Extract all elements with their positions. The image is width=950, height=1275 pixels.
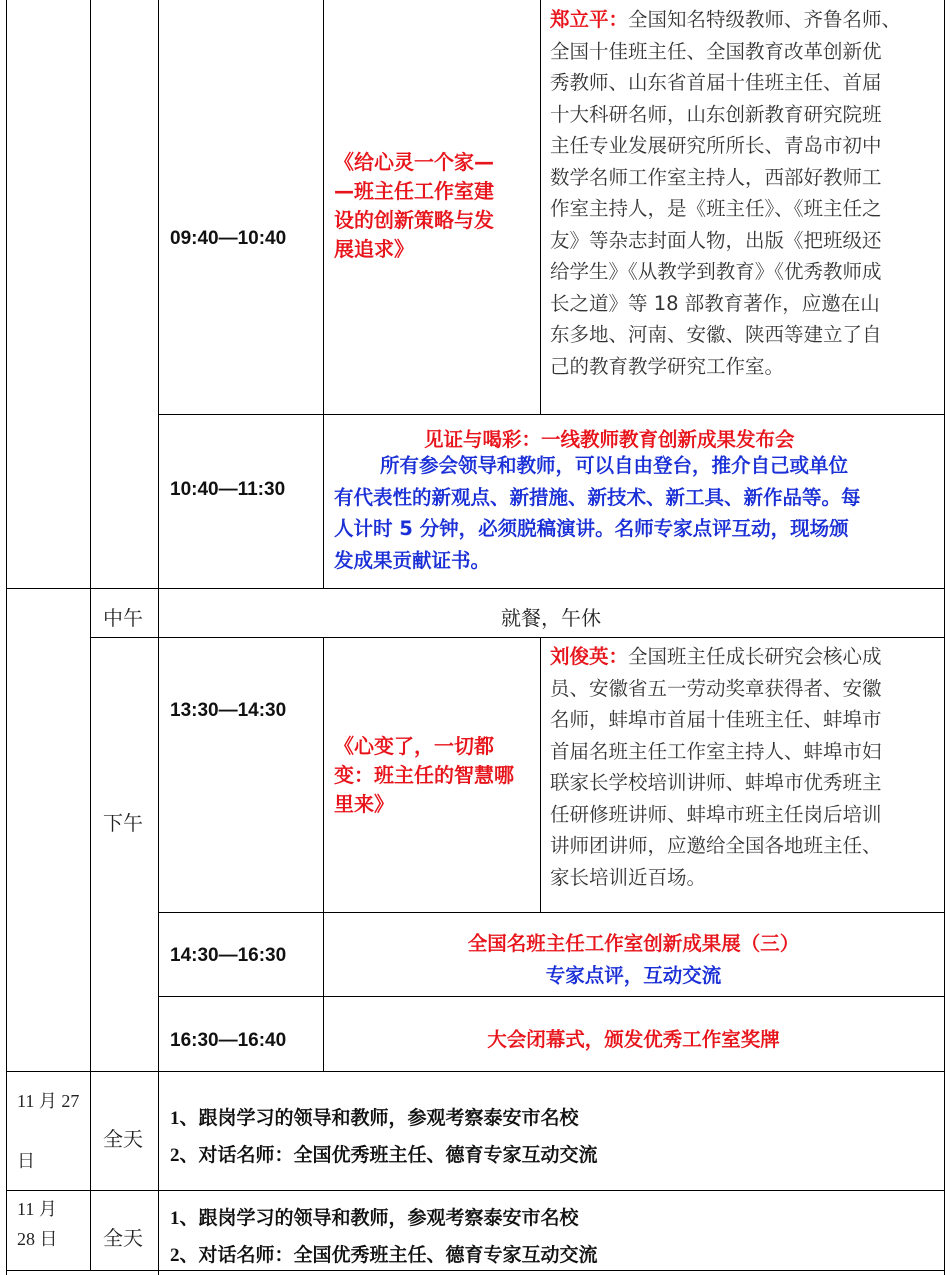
bio-line: 任研修班讲师、蚌埠市班主任岗后培训	[550, 802, 882, 826]
bio-line: 东多地、河南、安徽、陕西等建立了自	[550, 323, 882, 346]
session-title-line: —班主任工作室建	[334, 179, 494, 203]
session-time: 13:30—14:30	[170, 700, 287, 721]
description-line: 有代表性的新观点、新措施、新技术、新工具、新作品等。每	[334, 485, 861, 509]
period-label-allday: 全天	[103, 1226, 143, 1250]
bio-line: 长之道》等 18 部教育著作，应邀在山	[550, 291, 880, 315]
session-title	[334, 148, 494, 264]
col-divider	[323, 0, 324, 588]
speaker-name: 郑立平：	[550, 8, 629, 31]
description-line: 人计时 5 分钟，必须脱稿演讲。名师专家点评互动，现场颁	[334, 517, 849, 540]
date-label-suffix: 28 日	[17, 1229, 58, 1249]
agenda-item: 2、对话名师：全国优秀班主任、德育专家互动交流	[170, 1244, 598, 1266]
bio-line: 主任专业发展研究所所长、青岛市初中	[550, 134, 882, 157]
table-border-bottom	[6, 1270, 945, 1271]
session-heading: 全国名班主任工作室创新成果展（三）	[467, 932, 800, 955]
col-divider	[90, 588, 91, 1071]
bio-line: 全国十佳班主任、全国教育改革创新优	[550, 39, 882, 63]
date-label-suffix: 日	[17, 1151, 35, 1171]
row-divider	[158, 996, 945, 997]
session-title-line: 《给心灵一个家—	[334, 150, 494, 174]
session-title-line: 设的创新策略与发	[334, 208, 494, 232]
row-divider	[158, 414, 945, 415]
speaker-name: 刘俊英：	[550, 645, 629, 668]
date-label: 11 月	[17, 1199, 57, 1219]
row-divider	[6, 1190, 945, 1191]
agenda-item: 1、跟岗学习的领导和教师，参观考察泰安市名校	[170, 1107, 579, 1129]
row-divider	[90, 637, 945, 638]
bio-line: 秀教师、山东省首届十佳班主任、首届	[550, 71, 882, 94]
period-label-allday: 全天	[103, 1127, 143, 1151]
session-title-line: 展追求》	[334, 237, 414, 261]
session-subheading: 专家点评，互动交流	[545, 964, 722, 987]
bio-line: 员、安徽省五一劳动奖章获得者、安徽	[550, 676, 882, 700]
bio-line: 友》等杂志封面人物，出版《把班级还	[550, 228, 882, 252]
bio-line: 十大科研名师，山东创新教育研究院班	[550, 102, 882, 126]
col-divider	[90, 1071, 91, 1271]
col-divider	[540, 0, 541, 414]
session-heading: 见证与喝彩：一线教师教育创新成果发布会	[424, 428, 795, 451]
table-border-left	[6, 0, 7, 1275]
closing-ceremony: 大会闭幕式，颁发优秀工作室奖牌	[487, 1028, 780, 1051]
agenda-item: 1、跟岗学习的领导和教师，参观考察泰安市名校	[170, 1207, 579, 1229]
row-divider	[6, 588, 945, 589]
session-title-line: 《心变了，一切都	[334, 734, 494, 758]
col-divider	[540, 637, 541, 912]
session-time: 09:40—10:40	[170, 228, 287, 249]
description-line: 所有参会领导和教师，可以自由登台，推介自己或单位	[380, 454, 849, 477]
session-time: 16:30—16:40	[170, 1030, 287, 1051]
bio-line: 家长培训近百场。	[550, 865, 707, 889]
agenda-item: 2、对话名师：全国优秀班主任、德育专家互动交流	[170, 1144, 598, 1166]
bio-line: 讲师团讲师，应邀给全国各地班主任、	[550, 834, 882, 857]
speaker-bio	[550, 4, 901, 382]
session-title-line: 变：班主任的智慧哪	[334, 763, 514, 787]
noon-activity: 就餐，午休	[501, 606, 601, 630]
session-time: 14:30—16:30	[170, 945, 287, 966]
period-label-afternoon: 下午	[103, 811, 143, 835]
bio-line: 数学名师工作室主持人，西部好教师工	[550, 165, 882, 189]
bio-line: 首届名班主任工作室主持人、蚌埠市妇	[550, 739, 882, 763]
session-title	[334, 732, 514, 819]
row-divider	[158, 912, 945, 913]
bio-line: 己的教育教学研究工作室。	[550, 354, 785, 378]
description-line: 发成果贡献证书。	[334, 548, 491, 572]
row-divider	[6, 1071, 945, 1072]
bio-line: 刘俊英：全国班主任成长研究会核心成	[550, 645, 882, 668]
bio-line: 给学生》《从教学到教育》《优秀教师成	[550, 260, 882, 283]
session-time: 10:40—11:30	[170, 479, 286, 500]
col-divider	[323, 637, 324, 1071]
bio-line: 郑立平：全国知名特级教师、齐鲁名师、	[550, 8, 902, 31]
session-title-line: 里来》	[334, 792, 394, 816]
period-label-noon: 中午	[103, 606, 143, 630]
speaker-bio	[550, 641, 882, 893]
bio-line: 作室主持人，是《班主任》、《班主任之	[550, 197, 882, 220]
bio-line: 名师，蚌埠市首届十佳班主任、蚌埠市	[550, 708, 882, 731]
col-divider	[90, 0, 91, 588]
bio-line: 联家长学校培训讲师、蚌埠市优秀班主	[550, 771, 882, 794]
session-description	[334, 450, 861, 576]
date-label: 11 月 27	[17, 1091, 80, 1111]
